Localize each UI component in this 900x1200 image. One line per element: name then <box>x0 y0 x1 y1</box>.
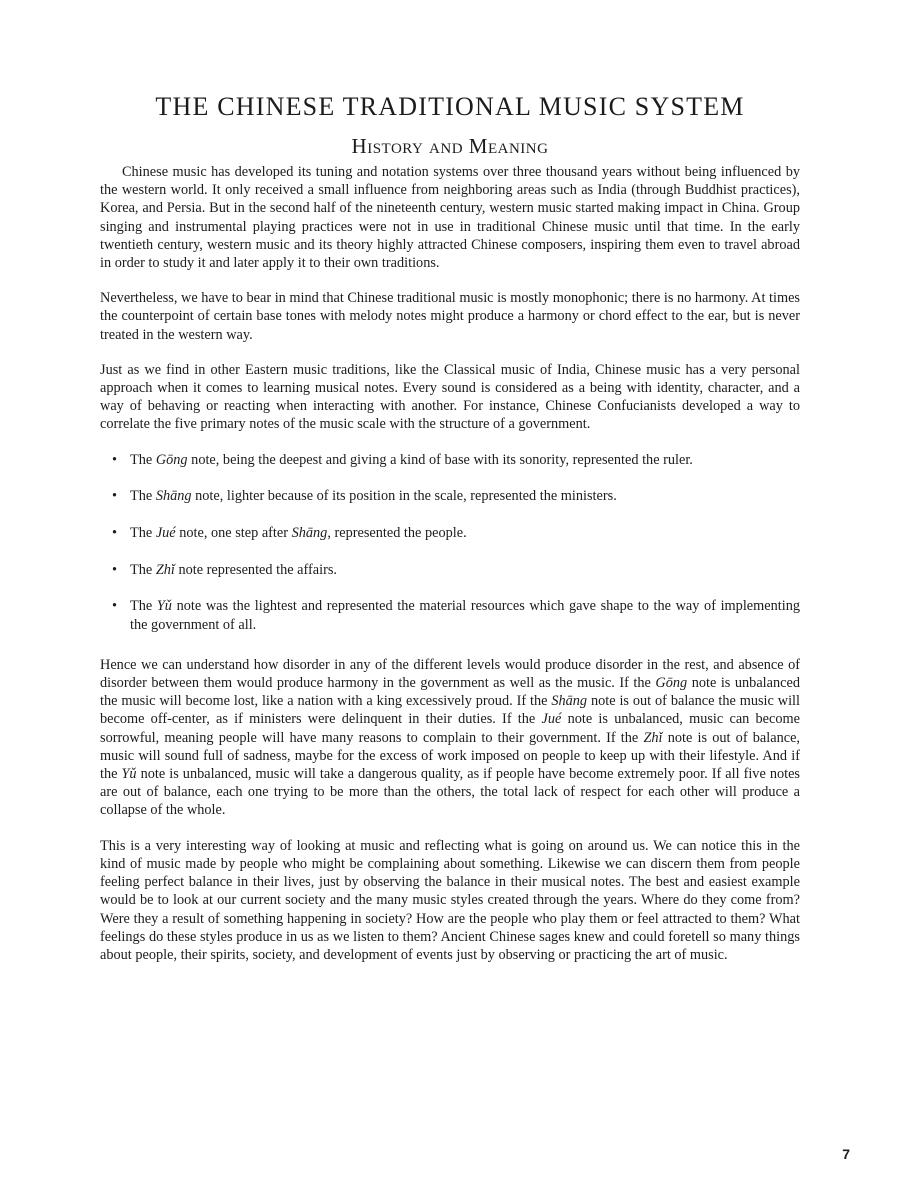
bullet-icon: • <box>112 561 118 578</box>
bullet-icon: • <box>112 488 118 505</box>
paragraph-monophonic: Nevertheless, we have to bear in mind that Chinese traditional music is mostly monophonic; there is no harmony. At times the counterpoint of certain base tones with melody notes might produce a harmony or chord effect to the ear, but is never treated in the western way. <box>100 290 800 343</box>
note-name: Shāng <box>291 525 328 542</box>
section-subtitle: History and Meaning <box>351 134 549 158</box>
paragraph-history: Chinese music has developed its tuning and notation systems over three thousand years without being influenced by the western world. It only received a small influence from neighboring areas such as India (through Buddhist practices), Korea, and Persia. But in the second half of the nineteenth century, western music started making impact in China. Group singing and instrumental playing practices were not in use in traditional Chinese music until that time. In the early twentieth century, western music and its theory highly attracted Chinese composers, inspiring them even to travel abroad in order to study it and later apply it to their own traditions. <box>100 164 800 272</box>
list-item-yu: • The Yǔ note was the lightest and represented the material resources which gave shape to the way of implementing the government of all. <box>112 598 800 633</box>
page-title: THE CHINESE TRADITIONAL MUSIC SYSTEM <box>155 92 745 121</box>
paragraph-eastern-traditions: Just as we find in other Eastern music traditions, like the Classical music of India, Chinese music has a very personal approach when it comes to learning musical notes. Every sound is considered as a being with identity, character, and a way of behaving or reacting when interacting with another. For instance, Chinese Confucianists developed a way to correlate the five primary notes of the music scale with the structure of a government. <box>100 361 800 433</box>
list-item-gong: • The Gōng note, being the deepest and giving a kind of base with its sonority, represented the ruler. <box>112 451 693 468</box>
note-name: Gōng <box>155 451 188 468</box>
paragraph-reflection: This is a very interesting way of looking at music and reflecting what is going on around us. We can notice this in the kind of music made by people who might be complaining about something. Likewise we can discern them from people feeling perfect balance in their lives, just by observing the balance in their musical notes. The best and easiest example would be to look at our current society and the many music styles created through the years. Where do they come from? Were they a result of something happening in society? How are the people who play them or feel attracted to them? What feelings do these styles produce in us as we listen to them? Ancient Chinese sages knew and could foretell so many things about people, their spirits, society, and development of events just by observing or practicing the art of music. <box>100 837 800 963</box>
list-item-zhi: • The Zhǐ note represented the affairs. <box>112 561 337 578</box>
notes-list <box>100 451 800 634</box>
note-name: Shāng <box>155 488 192 505</box>
bullet-icon: • <box>112 598 118 615</box>
note-name: Zhǐ <box>155 561 175 578</box>
note-name: Jué <box>155 525 176 542</box>
note-name: Yǔ <box>156 598 172 615</box>
page-content <box>100 92 800 981</box>
paragraph-disorder: Hence we can understand how disorder in any of the different levels would produce disorder in the rest, and absence of disorder between them would produce harmony in the government as well as the music. If the Gōng note is unbalanced the music will become lost, like a nation with a king excessively proud. If the Shāng note is out of balance the music will become off-center, as if ministers were delinquent in their duties. If the Jué note is unbalanced, music can become sorrowful, meaning people will have many reasons to complain to their government. If the Zhǐ note is out of balance, music will sound full of sadness, maybe for the excess of work imposed on people to keep up with their lifestyle. And if the Yǔ note is unbalanced, music will take a dangerous quality, as if people have become extremely poor. If all five notes are out of balance, each one trying to be more than the others, the total lack of respect for each other will produce a collapse of the whole. <box>100 656 800 819</box>
page-number: 7 <box>842 1146 850 1162</box>
list-item-jue: • The Jué note, one step after Shāng, represented the people. <box>112 525 467 542</box>
bullet-icon: • <box>112 525 118 542</box>
list-item-shang: • The Shāng note, lighter because of its position in the scale, represented the ministers. <box>112 488 617 505</box>
bullet-icon: • <box>112 451 118 468</box>
